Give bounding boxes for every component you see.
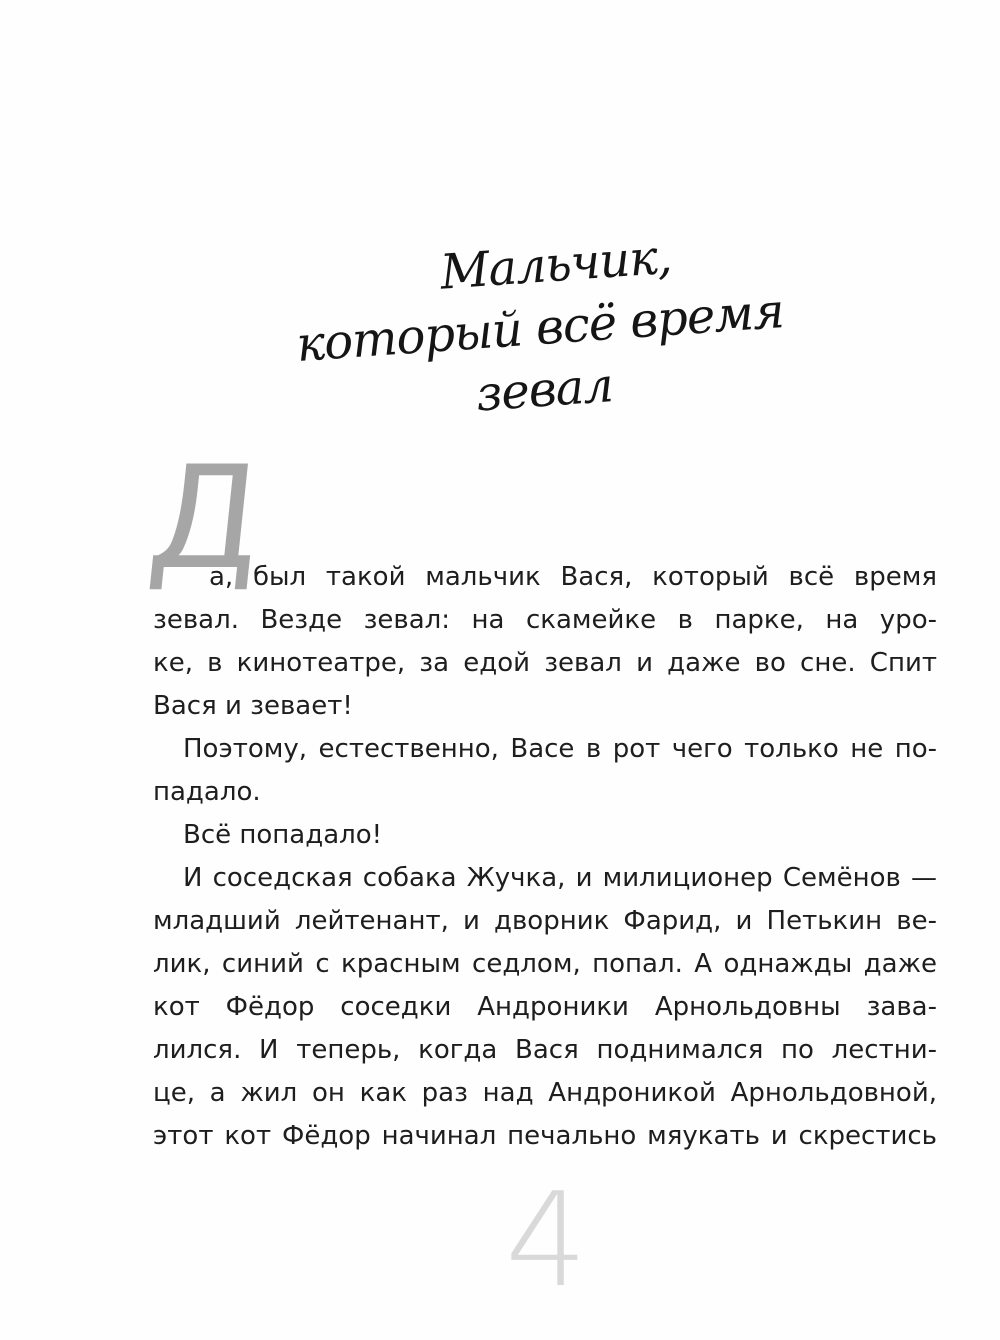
- text-line: падало.: [153, 777, 261, 807]
- text-line: Поэтому, естественно, Васе в рот чего только не по-: [183, 734, 937, 764]
- text-line: младший лейтенант, и дворник Фарид, и Петькин ве-: [153, 906, 937, 936]
- text-line: це, а жил он как раз над Андроникой Арнольдовной,: [153, 1078, 937, 1108]
- text-line: И соседская собака Жучка, и милиционер Семёнов —: [183, 863, 937, 893]
- text-line: кот Фёдор соседки Андроники Арнольдовны зава-: [153, 992, 937, 1022]
- chapter-title: [244, 215, 836, 441]
- chapter-title-line-1: Мальчик,: [438, 228, 673, 301]
- chapter-title-line-2: который всё время зевал: [294, 283, 786, 423]
- text-line: ке, в кинотеатре, за едой зевал и даже во сне. Спит: [153, 648, 937, 678]
- text-line: лился. И теперь, когда Вася поднимался по лестни-: [153, 1035, 937, 1065]
- text-line: зевал. Везде зевал: на скамейке в парке, на уро-: [153, 605, 937, 635]
- page-number: 4: [505, 1164, 588, 1316]
- drop-cap-letter: Д: [141, 436, 270, 601]
- text-line: Вася и зевает!: [153, 691, 353, 721]
- text-line: лик, синий с красным седлом, попал. А однажды даже: [153, 949, 937, 979]
- chapter-body-text: [153, 556, 937, 1158]
- text-line: этот кот Фёдор начинал печально мяукать и скрестись: [153, 1121, 937, 1151]
- text-line: Всё попадало!: [183, 820, 383, 850]
- text-line: а, был такой мальчик Вася, который всё время: [209, 562, 937, 592]
